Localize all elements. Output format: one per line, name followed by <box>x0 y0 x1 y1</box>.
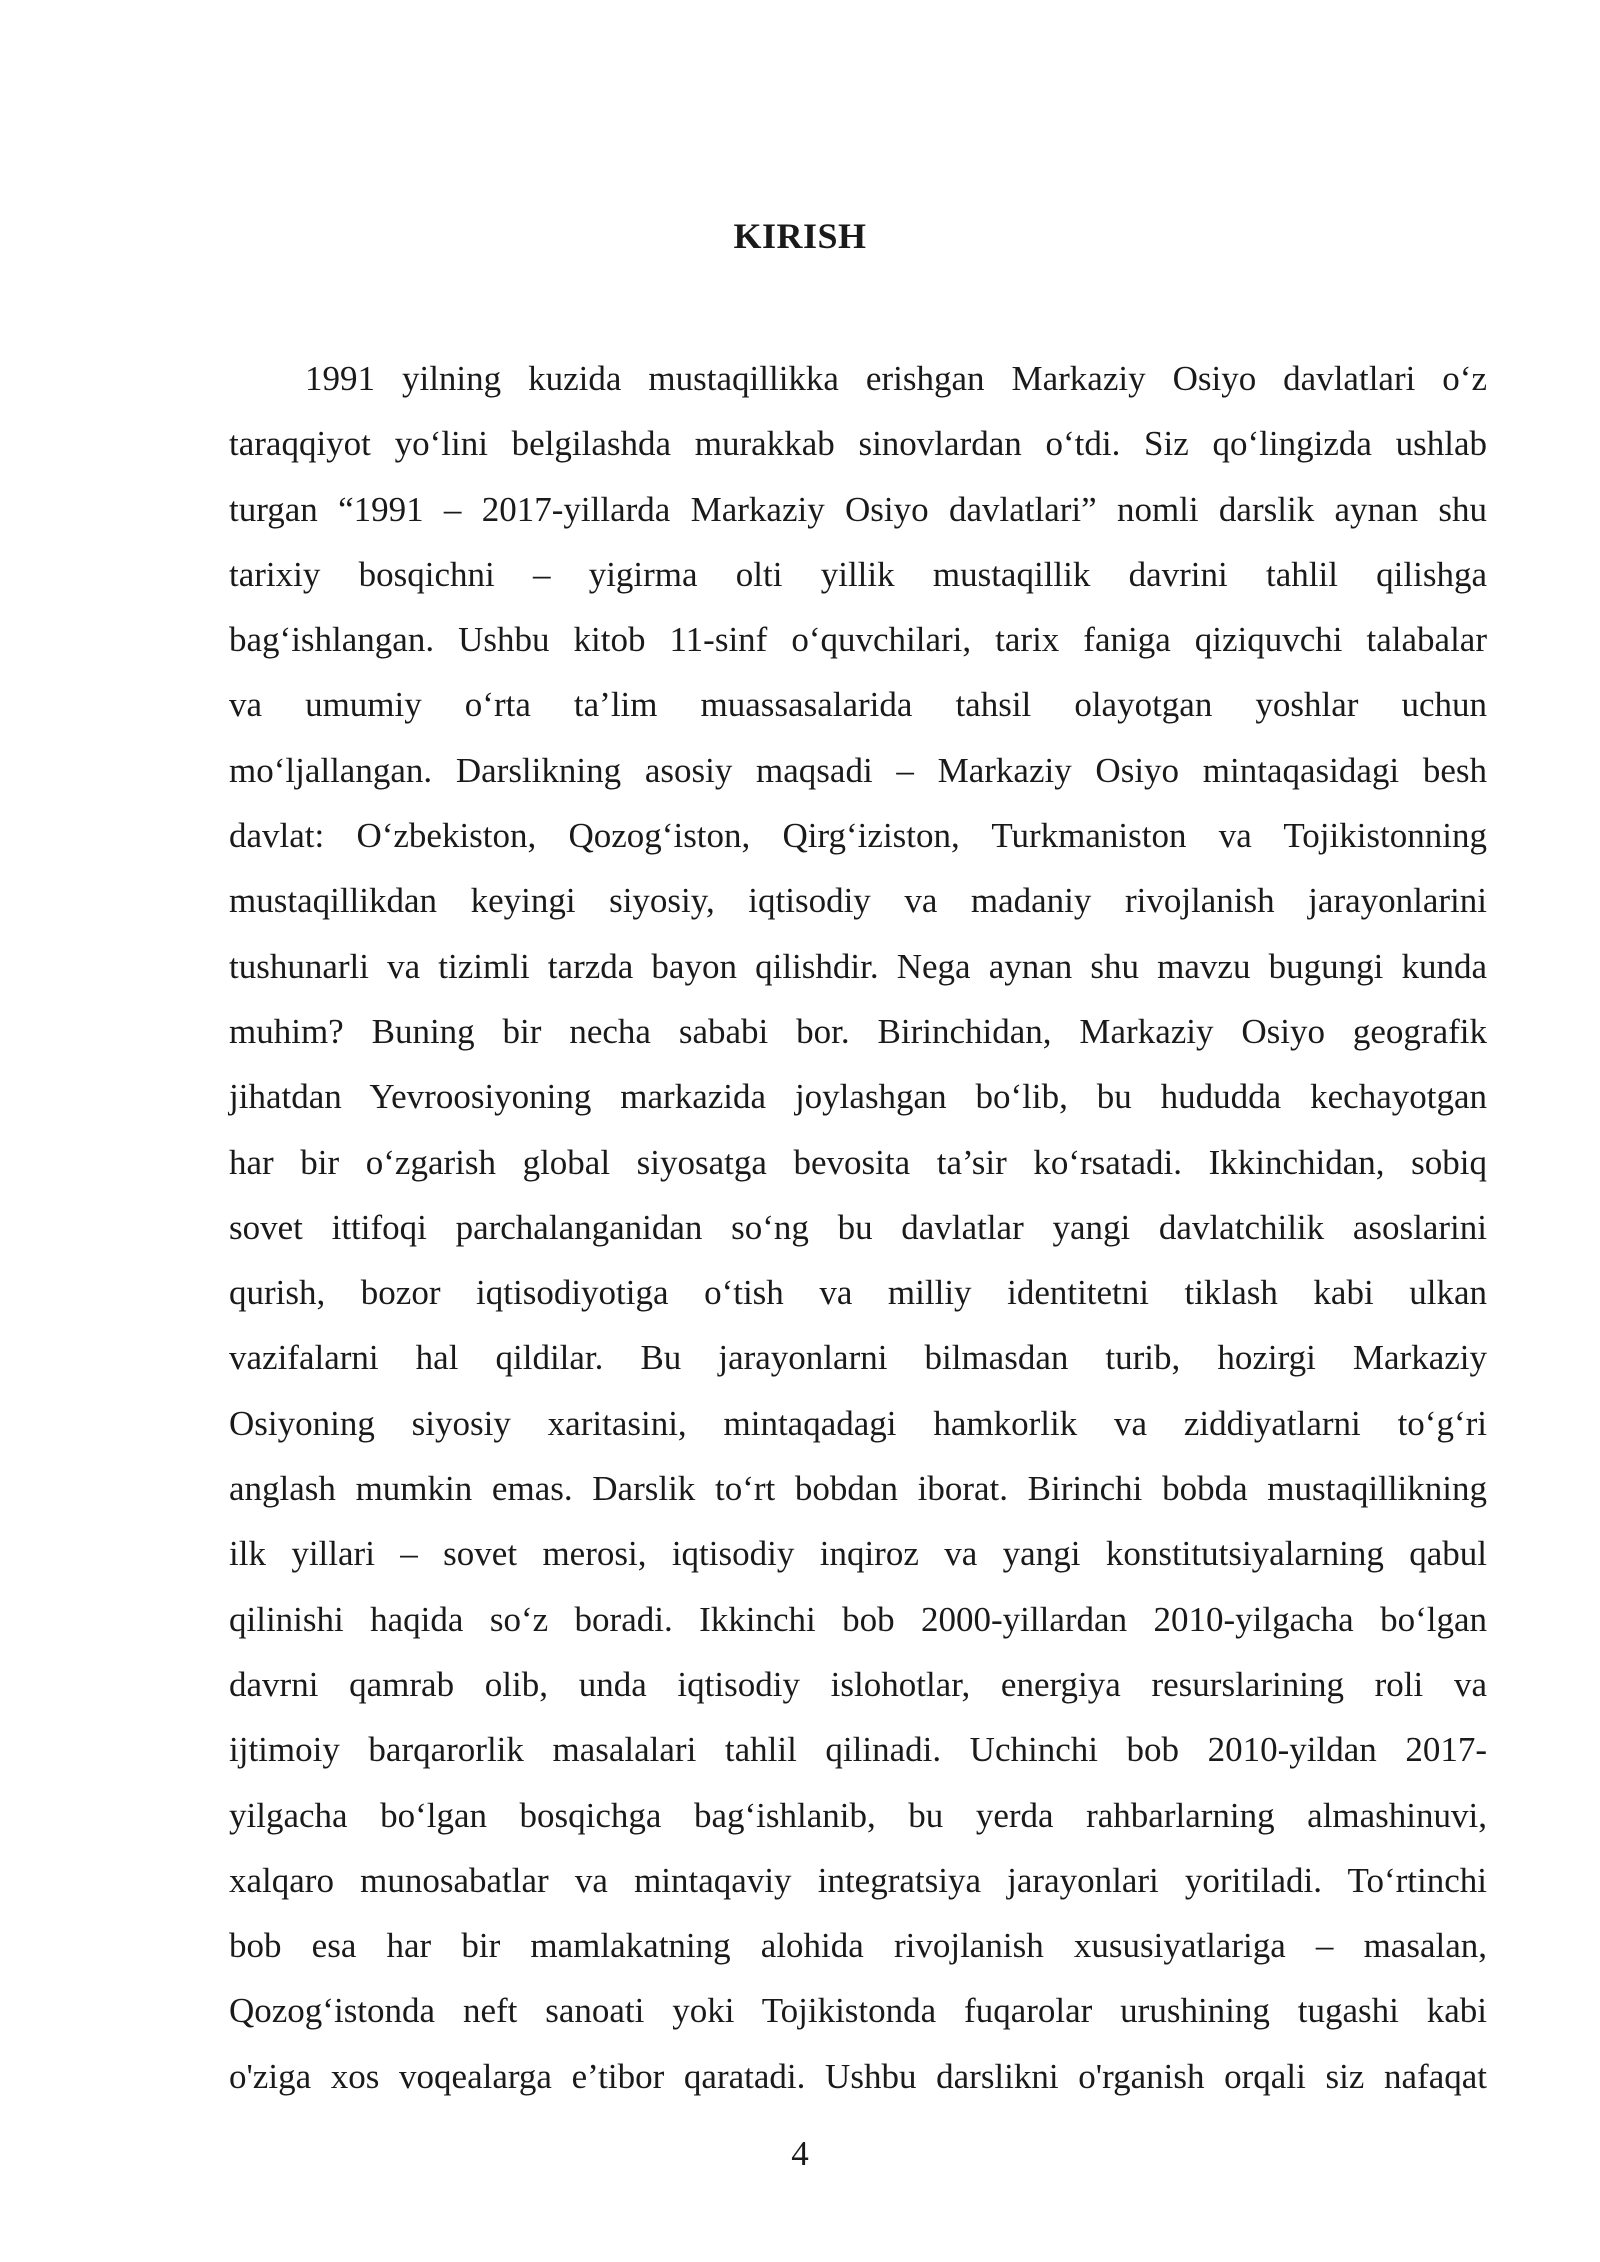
text-line: turgan “1991 – 2017-yillarda Markaziy Osiyo davlatlari” nomli darslik aynan shu <box>229 489 1487 529</box>
text-line: bag‘ishlangan. Ushbu kitob 11-sinf o‘quvchilari, tarix faniga qiziquvchi talabalar <box>229 620 1487 660</box>
text-line: muhim? Buning bir necha sababi bor. Birinchidan, Markaziy Osiyo geografik <box>229 1011 1487 1051</box>
text-line: xalqaro munosabatlar va mintaqaviy integratsiya jarayonlari yoritiladi. To‘rtinchi <box>229 1860 1487 1900</box>
text-line: mustaqillikdan keyingi siyosiy, iqtisodiy va madaniy rivojlanish jarayonlarini <box>229 881 1487 921</box>
text-line: davlat: O‘zbekiston, Qozog‘iston, Qirg‘iziston, Turkmaniston va Tojikistonning <box>229 816 1487 856</box>
text-line: sovet ittifoqi parchalanganidan so‘ng bu davlatlar yangi davlatchilik asoslarini <box>229 1207 1487 1247</box>
text-line: taraqqiyot yo‘lini belgilashda murakkab sinovlardan o‘tdi. Siz qo‘lingizda ushlab <box>229 424 1487 464</box>
page-title: KIRISH <box>733 216 867 256</box>
text-line: jihatdan Yevroosiyoning markazida joylashgan bo‘lib, bu hududda kechayotgan <box>229 1077 1487 1117</box>
text-line: yilgacha bo‘lgan bosqichga bag‘ishlanib, bu yerda rahbarlarning almashinuvi, <box>229 1795 1487 1835</box>
text-line: anglash mumkin emas. Darslik to‘rt bobdan iborat. Birinchi bobda mustaqillikning <box>229 1469 1487 1509</box>
text-line: va umumiy o‘rta ta’lim muassasalarida tahsil olayotgan yoshlar uchun <box>229 685 1487 725</box>
text-line: Qozog‘istonda neft sanoati yoki Tojikistonda fuqarolar urushining tugashi kabi <box>229 1991 1487 2031</box>
text-line: o'ziga xos voqealarga e’tibor qaratadi. Ushbu darslikni o'rganish orqali siz nafaqat <box>229 2056 1487 2096</box>
text-line: mo‘ljallangan. Darslikning asosiy maqsadi – Markaziy Osiyo mintaqasidagi besh <box>229 750 1487 790</box>
text-line: har bir o‘zgarish global siyosatga bevosita ta’sir ko‘rsatadi. Ikkinchidan, sobiq <box>229 1142 1487 1182</box>
text-line: ijtimoiy barqarorlik masalalari tahlil qilinadi. Uchinchi bob 2010-yildan 2017- <box>229 1730 1487 1770</box>
text-line: tarixiy bosqichni – yigirma olti yillik mustaqillik davrini tahlil qilishga <box>229 554 1487 594</box>
text-line: davrni qamrab olib, unda iqtisodiy islohotlar, energiya resurslarining roli va <box>229 1664 1487 1704</box>
text-line: tushunarli va tizimli tarzda bayon qilishdir. Nega aynan shu mavzu bugungi kunda <box>229 946 1487 986</box>
body-paragraph <box>229 346 1487 2109</box>
text-line: vazifalarni hal qildilar. Bu jarayonlarni bilmasdan turib, hozirgi Markaziy <box>229 1338 1487 1378</box>
text-line: 1991 yilning kuzida mustaqillikka erishgan Markaziy Osiyo davlatlari o‘z <box>305 359 1487 398</box>
page-number: 4 <box>791 2134 809 2173</box>
text-line: qurish, bozor iqtisodiyotiga o‘tish va milliy identitetni tiklash kabi ulkan <box>229 1273 1487 1313</box>
text-line: ilk yillari – sovet merosi, iqtisodiy inqiroz va yangi konstitutsiyalarning qabul <box>229 1534 1487 1574</box>
text-line: bob esa har bir mamlakatning alohida rivojlanish xususiyatlariga – masalan, <box>229 1926 1487 1966</box>
text-line: Osiyoning siyosiy xaritasini, mintaqadagi hamkorlik va ziddiyatlarni to‘g‘ri <box>229 1403 1487 1443</box>
text-line: qilinishi haqida so‘z boradi. Ikkinchi bob 2000-yillardan 2010-yilgacha bo‘lgan <box>229 1599 1487 1639</box>
